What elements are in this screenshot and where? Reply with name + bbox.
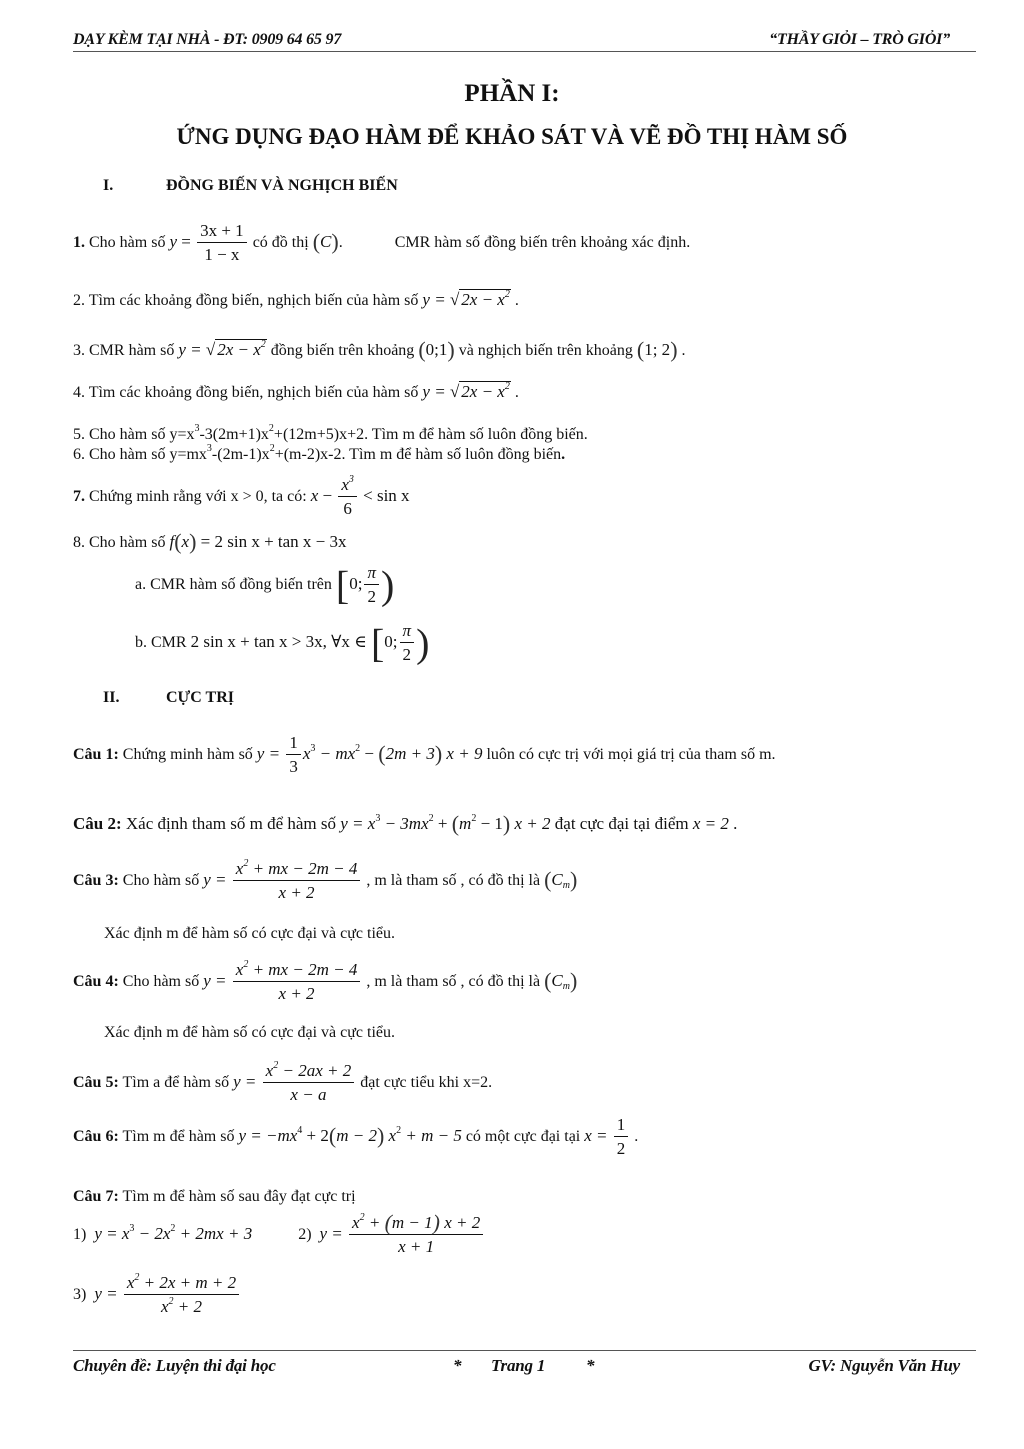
cau3-num-a: x [235,859,244,878]
problem-8b: b. CMR 2 sin x + tan x > 3x, ∀x ∈ [0; $\frac{\pi}{2}$ ) [135,620,430,666]
p7-text: Chứng minh rằng với x > 0, ta có: [85,488,311,506]
cau5-fraction [263,1060,355,1107]
cau2-e2: 2 [428,813,434,824]
p8-rhs: = 2 sin x + tan x − 3x [196,532,347,551]
cau6-t4: + m − 5 [401,1126,462,1146]
p5-e1: 3 [194,423,200,434]
header-left: DẠY KÈM TẠI NHÀ - ĐT: 0909 64 65 97 [73,31,342,48]
p3-mid: đồng biến trên khoảng [270,342,419,359]
p2-sqrt: √ $2x - x^2$ [449,289,510,309]
p5-e2: 2 [268,423,274,434]
p8b-fraction [400,620,415,667]
cau6-num: 1 [614,1114,629,1137]
cau4-fraction [233,959,361,1006]
p2-lhs: y = [422,290,450,309]
p2-end: . [510,292,519,309]
cau-1: Câu 1: Chứng minh hàm số y = $\frac{1}{3}$ $x^3 - mx^2 - (2m + 3) x + 9$ luôn có cực trị với mọi giá trị của tham số m. [73,732,776,779]
cau4-lhs: y = [203,971,231,991]
cau7-f2p: m − 1 [391,1213,433,1232]
problem-1: 1. Cho hàm số y = $\frac{3x + 1}{1 - x}$ có đồ thị (C). CMR hàm số đồng biến trên khoảng xác định. [73,220,690,267]
cau4-label: Câu 4: [73,973,119,991]
cau4-line2: Xác định m để hàm số có cực đại và cực tiểu. [104,1024,396,1041]
cau7-f3ne: 2 [134,1272,140,1283]
cau4-num-b: + mx − 2m − 4 [248,960,358,979]
cau2-t3: + [433,814,452,833]
p7-den: 6 [343,499,352,518]
cau2-rest: đạt cực đại tại điểm [550,814,693,833]
problem-3: 3. CMR hàm số y = √ $2x - x^2$ đồng biến trên khoảng (0;1) và nghịch biến trên khoảng (1; 2) . [73,337,686,362]
cau6-label: Câu 6: [73,1128,119,1146]
p1-y: y [169,232,177,252]
p8a-pi: π [364,562,379,585]
cau5-rest: đạt cực tiểu khi x=2. [356,1074,493,1092]
part-subtitle: ỨNG DỤNG ĐẠO HÀM ĐỂ KHẢO SÁT VÀ VẼ ĐỒ THỊ HÀM SỐ [176,124,848,149]
problem-4 [73,382,519,402]
p3-int2: 1; 2 [644,340,671,359]
footer-page-number: Trang 1 [491,1356,546,1375]
cau6-t1: y = −mx [238,1126,298,1146]
cau4-den: x + 2 [278,984,315,1003]
p2-rad: 2x − x [461,290,505,309]
p3-sqrt: √ $2x - x^2$ [205,339,266,359]
cau2-pre: Xác định tham số m để hàm số [121,814,341,833]
cau7-f1a: y = x [94,1224,130,1244]
p1-C: C [320,232,332,252]
cau1-fraction [286,732,301,779]
cau7-item1-label: 1) [73,1226,87,1244]
p1-eq: = [177,232,196,252]
cau7-f2-fraction: $\frac{x^2 + (m - 1) x + 2}{x + 1}$ [349,1212,483,1259]
cau3-num-e: 2 [243,858,249,869]
cau2-e3: 2 [471,813,477,824]
cau4-pre: Cho hàm số [118,973,204,991]
cau1-t1: x [302,744,311,764]
p7-fraction [338,474,357,521]
p3-mid2: và nghịch biến trên khoảng [458,342,637,359]
problem-1-label: 1. [73,234,85,252]
p6-c: +(m-2)x-2. Tìm m để hàm số luôn đồng biến [274,446,562,463]
p5-c: +(12m+5)x+2. Tìm m để hàm số luôn đồng biến. [273,426,588,443]
cau7-f1e2: 2 [170,1223,176,1235]
p3-pre: 3. CMR hàm số [73,342,179,359]
p4-exp: 2 [504,381,510,392]
section2-title: CỰC TRỊ [166,689,235,706]
cau7-row2 [73,1272,241,1319]
p7-label: 7. [73,488,85,506]
cau2-label: Câu 2: [73,814,122,833]
footer-left: Chuyên đề: Luyện thi đại học [73,1356,276,1375]
p1-dot: . [338,234,343,252]
p5-b: -3(2m+1)x [199,426,269,443]
cau1-t2: − mx [315,744,356,764]
cau5-lhs: y = [233,1072,261,1092]
p8-x: x [181,532,190,551]
cau7-pre: Tìm m để hàm số sau đây đạt cực trị [118,1188,356,1205]
part-title: PHẦN I: [464,80,560,107]
cau7-f2nc: x + 2 [439,1213,481,1232]
cau1-den: 3 [289,757,298,776]
p8a-two: 2 [367,587,376,606]
problem-8a: a. CMR hàm số đồng biến trên [0; $\frac{\pi}{2}$ ) [135,562,395,608]
p4-pre: 4. Tìm các khoảng đồng biến, nghịch biến của hàm số [73,384,423,401]
cau2-t1: y = x [340,814,376,833]
p1-den: 1 − x [204,245,240,264]
p6-end: . [561,446,566,463]
footer-right: GV: Nguyễn Văn Huy [808,1356,960,1375]
p7-num: x [341,475,349,494]
p6-a: 6. Cho hàm số y=mx [73,446,207,463]
cau7-f2ne: 2 [359,1212,365,1223]
cau6-t2: + 2 [302,1126,329,1146]
cau3-line2: Xác định m để hàm số có cực đại và cực tiểu. [104,925,396,942]
header-rule [73,51,976,52]
cau5-num-b: − 2ax + 2 [278,1061,352,1080]
cau7-f2nb: + [364,1213,385,1232]
problem-2 [73,290,519,310]
cau5-den: x − a [290,1085,327,1104]
footer-star-right: * [586,1356,595,1375]
p7-minus: − [318,486,337,506]
footer-star-left: * [453,1356,462,1375]
cau7-f1e1: 3 [129,1223,135,1235]
section1-number: I. [103,177,114,194]
cau3-pre: Cho hàm số [118,872,204,890]
cau5-label: Câu 5: [73,1074,119,1092]
p1-rest: CMR hàm số đồng biến trên khoảng xác định. [394,234,691,252]
cau6-p: m − 2 [336,1126,377,1146]
cau3-num-b: + mx − 2m − 4 [248,859,358,878]
header-right: “THẦY GIỎI – TRÒ GIỎI” [769,31,950,48]
cau7-f3lhs: y = [94,1284,122,1304]
cau1-e2: 2 [355,743,361,755]
footer-rule [73,1350,976,1351]
cau-6: Câu 6: Tìm m để hàm số $y = -mx^4 + 2(m - 2) x^2 + m - 5$ có một cực đại tại x = $\frac{1}{2}$ . [73,1114,638,1161]
cau7-f3de: 2 [168,1296,174,1307]
p8a-zero: 0; [349,574,363,594]
cau3-C: C [551,870,563,890]
p7-rhs: < sin x [358,486,410,506]
cau5-num-a: x [265,1061,274,1080]
cau5-num-e: 2 [273,1060,279,1071]
p1-pre: Cho hàm số [85,234,170,252]
cau2-x2: x = 2 [692,814,729,833]
cau1-pre: Chứng minh hàm số [118,746,257,764]
cau3-fraction [233,858,361,905]
p3-lhs: y = [178,340,206,359]
cau-2: Câu 2: Xác định tham số m để hàm số $y = x^3 - 3mx^2 + (m^2 - 1) x + 2$ đạt cực đại tại điểm x = 2 . [73,811,738,836]
cau5-pre: Tìm a để hàm số [118,1074,234,1092]
cau6-fraction [614,1114,629,1161]
cau1-label: Câu 1: [73,746,119,764]
cau1-rest: luôn có cực trị với mọi giá trị của tham số m. [482,746,776,764]
p1-num: 3x + 1 [197,220,247,243]
p3-exp: 2 [260,339,266,350]
cau6-end: . [630,1128,639,1146]
problem-5 [73,423,588,444]
p2-exp: 2 [504,289,510,300]
problem-6 [73,443,566,464]
cau3-lhs: y = [203,870,231,890]
cau7-item2-label: 2) [298,1226,312,1244]
cau1-t3: − [360,744,379,764]
p6-e2: 2 [269,443,275,454]
cau2-t4: x + 2 [510,814,551,833]
cau4-rest: , m là tham số , có đồ thị là [362,973,545,991]
cau7-f2den: x + 1 [398,1237,435,1256]
cau1-t4: x + 9 [442,744,483,764]
p2-pre: 2. Tìm các khoảng đồng biến, nghịch biến của hàm số [73,292,423,309]
cau4-num-a: x [235,960,244,979]
p1-mid: có đồ thị [252,234,313,252]
cau-4: Câu 4: Cho hàm số y = $\frac{x^2 + mx - 2m - 4}{x + 2}$ , m là tham số , có đồ thị là $(C_m)$ [73,959,577,1006]
p3-int1: 0;1 [425,340,448,359]
cau2-p2: − 1 [476,814,503,833]
cau7-f1b: − 2x [134,1224,171,1244]
cau6-den: 2 [616,1139,626,1158]
cau7-f3na: x [126,1273,135,1292]
cau3-Csub: m [562,880,570,892]
section2-number: II. [103,689,120,706]
cau7-label: Câu 7: [73,1188,119,1205]
cau6-rest: có một cực đại tại [461,1128,585,1146]
section1-title: ĐỒNG BIẾN VÀ NGHỊCH BIẾN [166,177,398,194]
p6-e1: 3 [206,443,212,454]
cau3-den: x + 2 [278,883,315,902]
cau1-e1: 3 [310,743,316,755]
cau2-end: . [728,814,738,833]
p4-lhs: y = [422,382,450,401]
cau1-num: 1 [286,732,301,755]
cau1-lhs: y = [256,744,285,764]
cau7-f3da: x [160,1297,169,1316]
p7-x: x [310,486,319,506]
p6-b: -(2m-1)x [211,446,270,463]
cau6-pre: Tìm m để hàm số [118,1128,239,1146]
cau6-xeq: x = [584,1126,612,1146]
cau7-f2na: x [352,1213,360,1232]
p5-a: 5. Cho hàm số y=x [73,426,195,443]
p8-pre: 8. Cho hàm số [73,534,170,551]
cau-5 [73,1060,492,1107]
cau4-C: C [551,971,563,991]
p3-rad: 2x − x [217,340,261,359]
cau2-e1: 3 [375,813,381,824]
p8b-two: 2 [402,645,412,664]
cau4-Csub: m [562,981,570,993]
p8b-pre: b. CMR [135,634,191,652]
problem-8: 8. Cho hàm số f(x) = 2 sin x + tan x − 3x [73,529,347,554]
cau2-p1: m [459,814,472,833]
p8b-expr: 2 sin x + tan x > 3x, ∀x ∈ [190,632,371,652]
cau6-t3: x [384,1126,397,1146]
problem-7 [73,474,410,521]
cau7-f3nb: + 2x + m + 2 [139,1273,237,1292]
p8b-pi: π [400,620,415,643]
cau3-label: Câu 3: [73,872,119,890]
cau4-num-e: 2 [243,959,249,970]
cau2-t2: − 3mx [380,814,429,833]
p8a-pre: a. CMR hàm số đồng biến trên [135,576,336,594]
cau7-item3-label: 3) [73,1286,87,1304]
cau7-f3db: + 2 [173,1297,203,1316]
cau-7 [73,1188,356,1206]
p8b-zero: 0; [384,632,398,652]
cau7-row1 [73,1212,485,1259]
cau6-e2: 2 [396,1125,402,1137]
cau7-f1c: + 2mx + 3 [175,1224,253,1244]
p8-f: f [169,532,175,551]
cau7-f2lhs: y = [319,1224,348,1244]
cau6-e1: 4 [297,1125,303,1137]
p8a-fraction [364,562,379,609]
cau7-f3-fraction [124,1272,239,1319]
p3-end: . [677,342,686,359]
p7-exp: 3 [348,474,354,485]
cau1-p: 2m + 3 [385,744,435,764]
p4-sqrt: √ $2x - x^2$ [449,381,510,401]
p4-end: . [510,384,519,401]
p4-rad: 2x − x [461,382,505,401]
cau3-rest: , m là tham số , có đồ thị là [362,872,545,890]
p1-fraction [197,220,247,267]
cau-3: Câu 3: Cho hàm số y = $\frac{x^2 + mx - 2m - 4}{x + 2}$ , m là tham số , có đồ thị là $(C_m)$ [73,858,577,905]
